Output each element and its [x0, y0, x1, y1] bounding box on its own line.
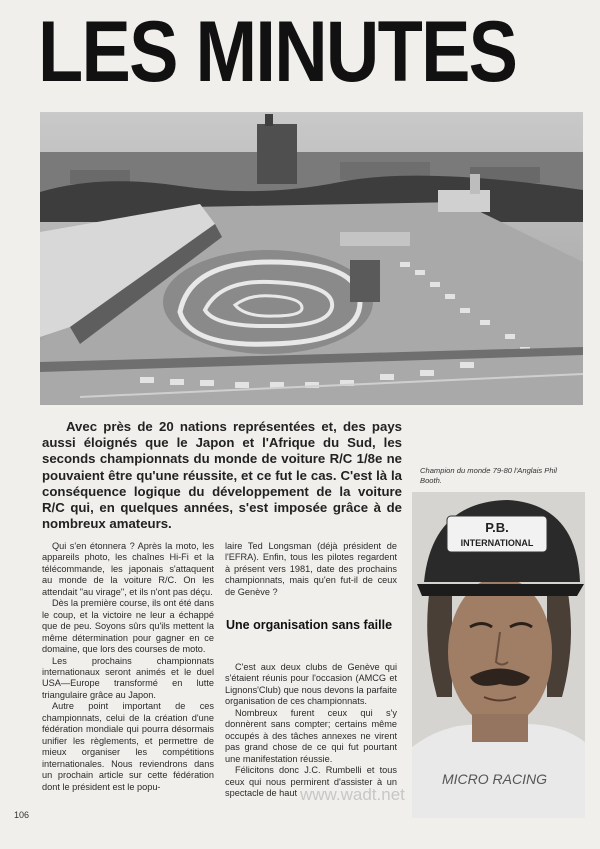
column-paragraph: Félicitons donc J.C. Rumbelli et tous ceux qui nous permirent d'assister à un spectacle de haut [225, 765, 397, 798]
photo-caption: Champion du monde 79-80 l'Anglais Phil Booth. [420, 466, 557, 485]
shirt-text: MICRO RACING [442, 771, 547, 787]
cap-text-1: P.B. [485, 520, 509, 535]
text-column-2-continued [225, 662, 397, 799]
portrait-photo [412, 492, 585, 818]
page-number: 106 [14, 810, 30, 820]
column-paragraph: Dès la première course, ils ont été dans le coup, et la victoire ne leur a échappé que de peu. Soyons sûrs qu'ils mettent la même détermination pour gagner en ce domaine, que lors des courses de moto. [42, 598, 214, 655]
column-paragraph: laire Ted Longsman (déjà président de l'EFRA). Enfin, tous les pilotes regardent à présent vers 1981, date des prochains championnats, mais qu'en fut-il de ceux de Genève ? [225, 541, 397, 597]
text-column-1 [42, 541, 214, 793]
portrait-drawing [412, 492, 585, 818]
section-subheading: Une organisation sans faille [226, 618, 393, 632]
watermark: www.wadt.net [300, 785, 405, 804]
cap-text-2: INTERNATIONAL [460, 538, 534, 548]
column-paragraph: Qui s'en étonnera ? Après la moto, les appareils photo, les chaînes Hi-Fi et la télécommande, les japonais s'attaquent au monde de la voiture R/C. On les attendait "au virage", et ils n'ont pas déçu. [42, 541, 214, 597]
column-paragraph: Autre point important de ces championnats, celui de la création d'une fédération mondiale qui pourra désormais unifier les règlements, et permettre de mieux organiser les compétitions internationales. Nous reviendrons dans un prochain article sur cette fédération dont le président est le popu- [42, 701, 214, 792]
column-paragraph: Les prochains championnats internationaux seront animés et le duel USA—Europe transformé en lutte triangulaire grâce au Japon. [42, 655, 214, 700]
lede-paragraph: Avec près de 20 nations représentées et, des pays aussi éloignés que le Japon et l'Afrique du Sud, les seconds championnats du monde de voiture R/C 1/8e ne pouvaient être qu'une réussite, et ce fut le cas. C'est là la conséquence logique du développement de la voiture R/C qui, en quelques années, s'est imposée grâce à de nombreux amateurs. [42, 419, 402, 532]
column-paragraph: Nombreux furent ceux qui s'y donnèrent sans compter; certains même occupés à des tâches annexes ne virent pas grand chose de ce qui fut pourtant une manifestation réussie. [225, 707, 397, 764]
text-column-2 [225, 541, 397, 598]
column-paragraph: C'est aux deux clubs de Genève qui s'étaient réunis pour l'occasion (AMCG et Lignons'Club) que nous devons la parfaite organisation de ces championnats. [225, 662, 397, 707]
page-title: LES MINUTES [38, 4, 517, 100]
aerial-photo-drawing [40, 112, 583, 405]
aerial-photo [40, 112, 583, 405]
